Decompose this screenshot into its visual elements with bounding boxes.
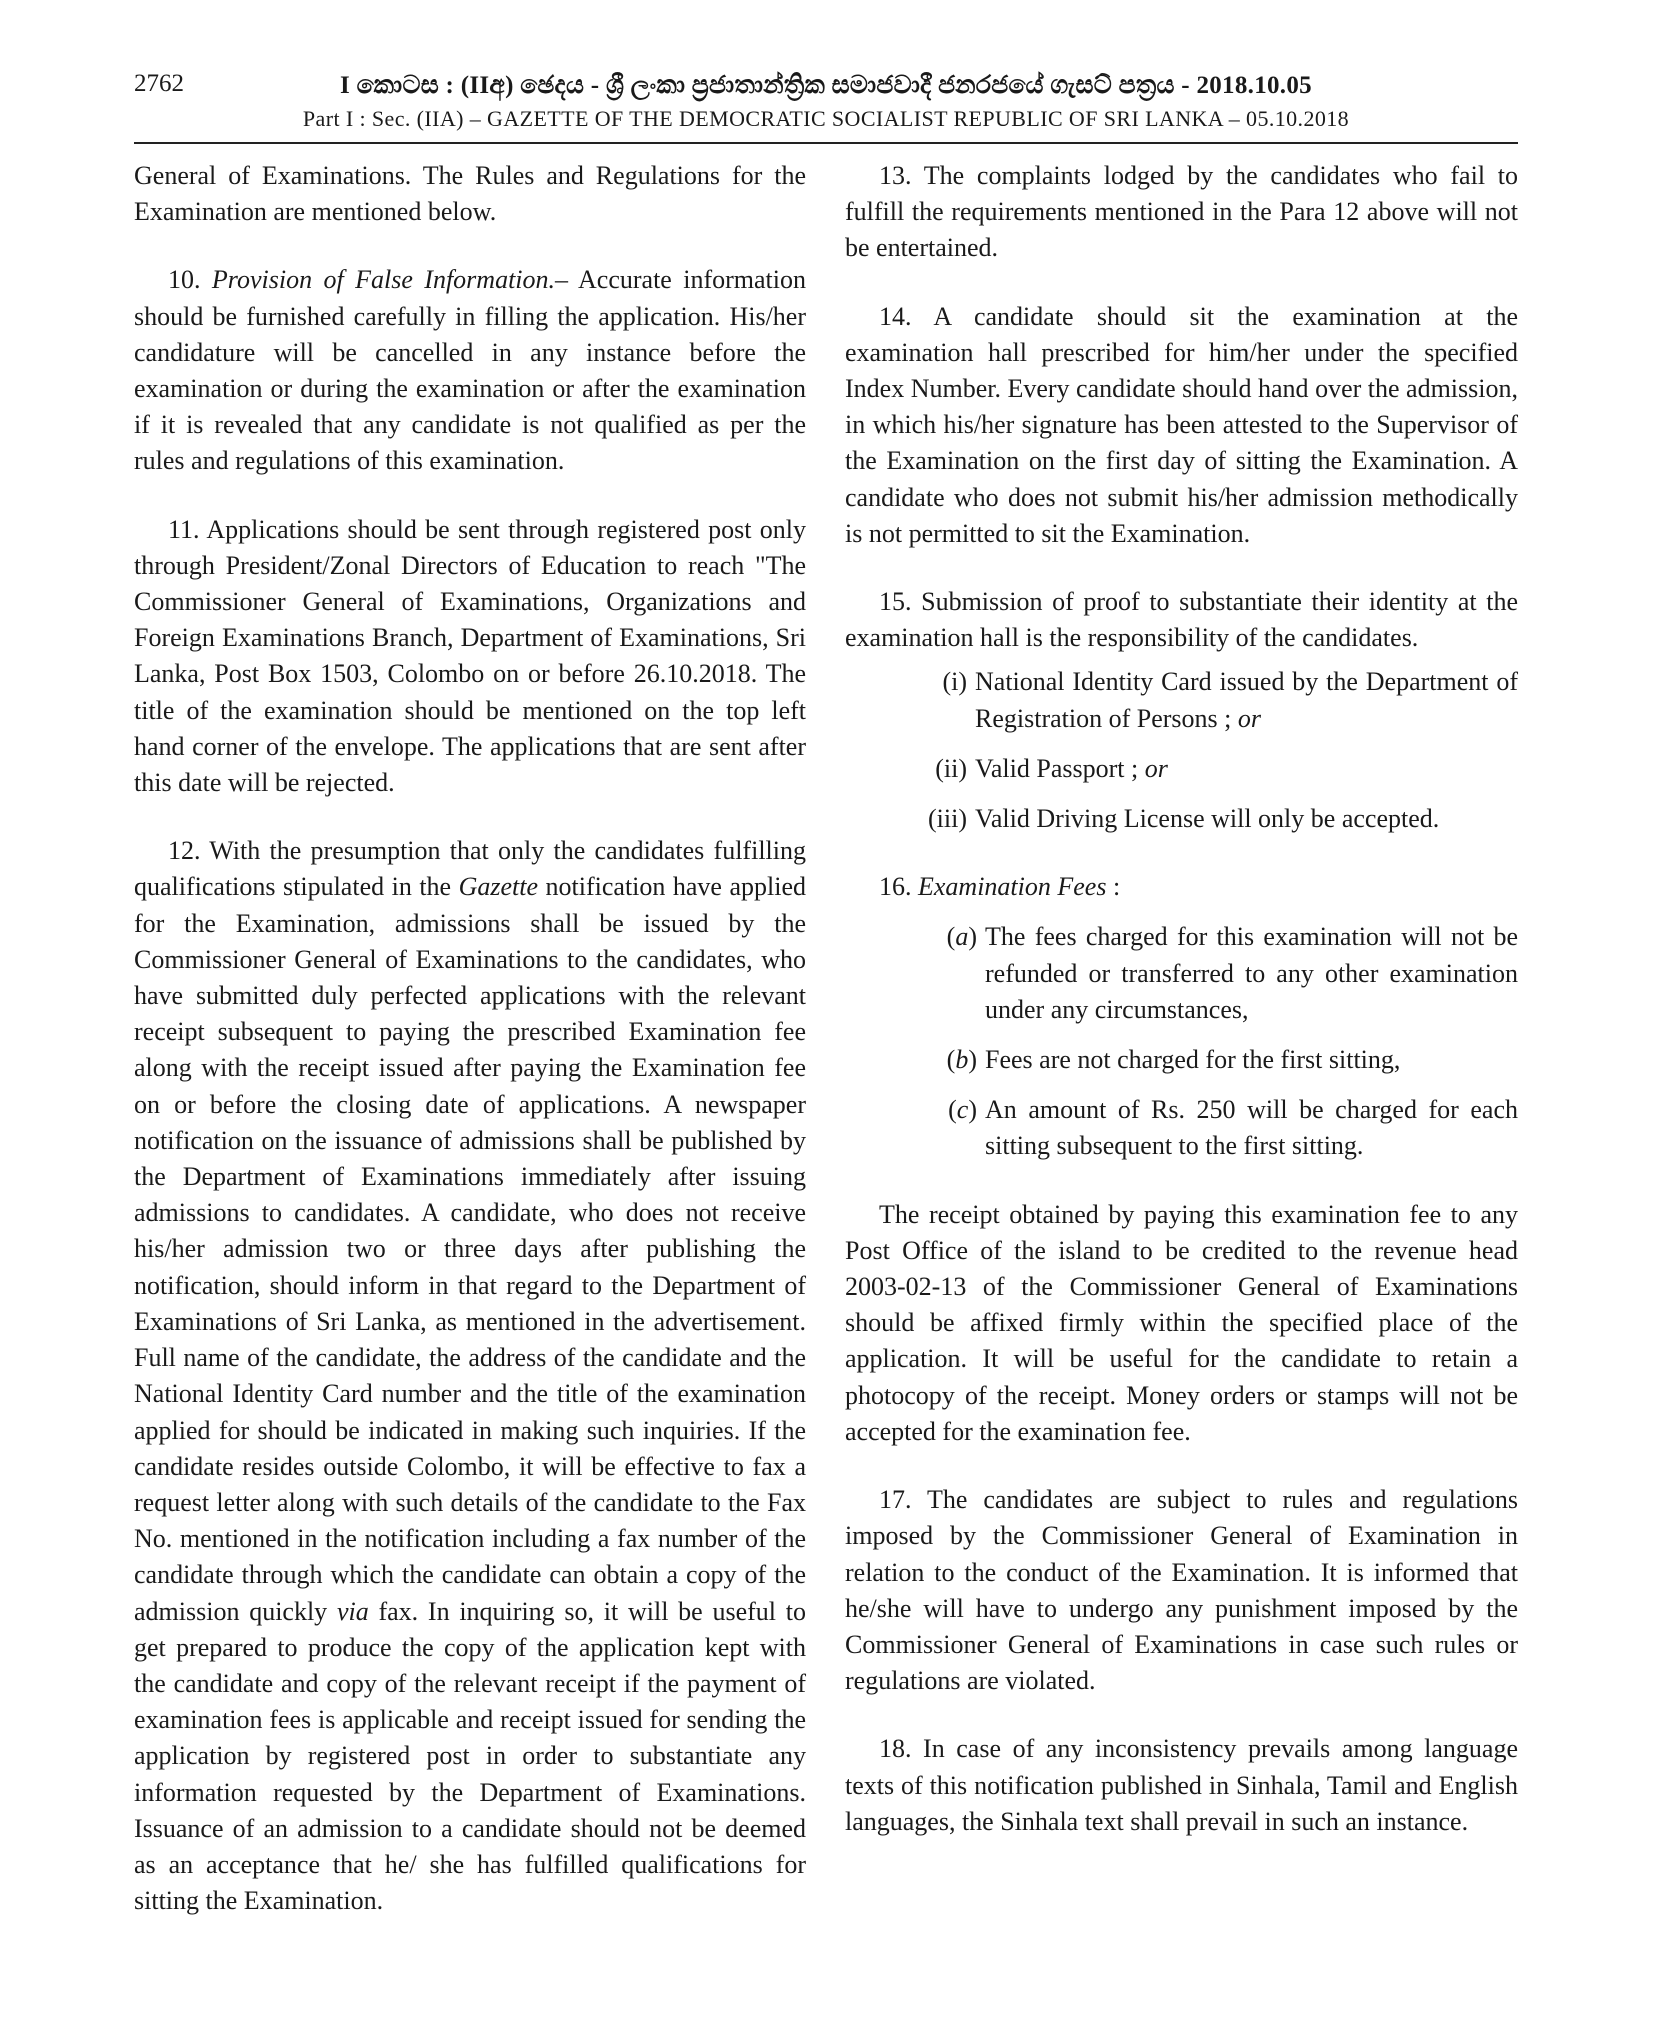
list-text: National Identity Card issued by the Department of Registration of Persons ; or: [975, 667, 1518, 733]
paragraph-15: 15. Submission of proof to substantiate their identity at the examination hall is the responsibility of the candidates.: [845, 587, 1518, 653]
paragraph-12-part-c: fax. In inquiring so, it will be useful to get prepared to produce the copy of the application kept with the candidate and copy of the relevant receipt if the payment of examination fees is applicable and receipt issued for sending the application by registered post in order to substantiate any information requested by the Department of Examinations. Issuance of an admission to a candidate should not be deemed as an acceptance that he/ she has fulfilled qualifications for sitting the Examination.: [134, 1596, 806, 1916]
examination-fees-title: Examination Fees: [918, 872, 1107, 902]
paragraph-12-part-b: notification have applied for the Examination, admissions shall be issued by the Commissioner General of Examinations to the candidates, who have submitted duly perfected applications with the relevant receipt subsequent to paying the prescribed Examination fee along with the receipt issued after paying the Examination fee on or before the closing date of applications. A newspaper notification on the issuance of admissions shall be published by the Department of Examinations immediately after issuing admissions to candidates. A candidate, who does not receive his/her admission two or three days after publishing the notification, should inform in that regard to the Department of Examinations of Sri Lanka, as mentioned in the advertisement. Full name of the candidate, the address of the candidate and the National Identity Card number and the title of the examination applied for should be indicated in making such inquiries. If the candidate resides outside Colombo, it will be effective to fax a request letter along with such details of the candidate to the Fax No. mentioned in the notification including a fax number of the candidate through which the candidate can obtain a copy of the admission quickly: [134, 872, 806, 1626]
paragraph-17: 17. The candidates are subject to rules and regulations imposed by the Commissioner General of Examination in relation to the conduct of the Examination. It is informed that he/she will have to undergo any punishment imposed by the Commissioner General of Examinations in case such rules or regulations are violated.: [845, 1485, 1518, 1696]
list-text: Fees are not charged for the first sitting,: [985, 1045, 1401, 1075]
page-number: 2762: [134, 70, 184, 97]
paragraph-10-title: Provision of False Information.–: [211, 265, 569, 295]
list-marker: (b): [946, 1045, 977, 1075]
right-column: [845, 158, 1518, 1872]
list-item: [845, 664, 1518, 736]
list-item: [845, 919, 1518, 1028]
list-marker: (i): [942, 667, 967, 697]
list-item: [845, 1092, 1518, 1164]
gazette-term: Gazette: [458, 872, 539, 902]
left-column: [134, 158, 806, 1951]
list-item: [845, 1042, 1518, 1078]
list-marker: (ii): [935, 753, 967, 783]
paragraph-14: 14. A candidate should sit the examination at the examination hall prescribed for him/her under the specified Index Number. Every candidate should hand over the admission, in which his/her signature has been attested to the Supervisor of the Examination on the first day of sitting the Examination. A candidate who does not submit his/her admission methodically is not permitted to sit the Examination.: [845, 301, 1518, 548]
paragraph-10-text: Accurate information should be furnished carefully in filling the application. His/her candidature will be cancelled in any instance before the examination or during the examination or after the examination if it is revealed that any candidate is not qualified as per the rules and regulations of this examination.: [134, 265, 806, 476]
list-text: Valid Driving License will only be accepted.: [975, 804, 1440, 834]
list-text: The fees charged for this examination will not be refunded or transferred to any other examination under any circumstances,: [985, 922, 1518, 1024]
paragraph-18: 18. In case of any inconsistency prevails among language texts of this notification published in Sinhala, Tamil and English languages, the Sinhala text shall prevail in such an instance.: [845, 1734, 1518, 1836]
paragraph-12: [134, 833, 806, 1919]
via-term: via: [336, 1596, 369, 1626]
list-marker: (iii): [928, 804, 967, 834]
identity-proof-list: [845, 664, 1518, 837]
list-marker: (a): [946, 922, 977, 952]
paragraph-11: 11. Applications should be sent through registered post only through President/Zonal Directors of Education to reach "The Commissioner General of Examinations, Organizations and Foreign Examinations Branch, Department of Examinations, Sri Lanka, Post Box 1503, Colombo on or before 26.10.2018. The title of the examination should be mentioned on the top left hand corner of the envelope. The applications that are sent after this date will be rejected.: [134, 514, 806, 798]
fees-list: [845, 919, 1518, 1164]
header-title-sinhala: I කොටස : (IIඅ) ඡෙදය - ශ්‍රී ලංකා ප්‍රජාතාන්ත්‍රික සමාජවාදී ජනරජයේ ගැසට් පත්‍රය - 2018.10.05: [340, 72, 1312, 99]
list-item: [845, 751, 1518, 787]
paragraph-16-heading: 16. Examination Fees :: [879, 872, 1121, 902]
paragraph-13: 13. The complaints lodged by the candidates who fail to fulfill the requirements mentioned in the Para 12 above will not be entertained.: [845, 161, 1518, 263]
paragraph-12-part-a: 12. With the presumption that only the candidates fulfilling qualifications stipulated in the: [134, 836, 806, 902]
header-rule: [134, 142, 1518, 144]
list-text: An amount of Rs. 250 will be charged for each sitting subsequent to the first sitting.: [985, 1095, 1518, 1161]
receipt-paragraph: The receipt obtained by paying this examination fee to any Post Office of the island to be credited to the revenue head 2003-02-13 of the Commissioner General of Examinations should be affixed firmly within the specified place of the application. It will be useful for the candidate to retain a photocopy of the receipt. Money orders or stamps will not be accepted for the examination fee.: [845, 1199, 1518, 1446]
list-item: [845, 801, 1518, 837]
paragraph-10-number: 10.: [168, 265, 201, 295]
paragraph-10: [134, 262, 806, 479]
header-title-english: Part I : Sec. (IIA) – GAZETTE OF THE DEMOCRATIC SOCIALIST REPUBLIC OF SRI LANKA – 05.10.2018: [302, 106, 1350, 131]
continuation-paragraph: General of Examinations. The Rules and Regulations for the Examination are mentioned below.: [134, 161, 806, 227]
list-marker: (c): [948, 1095, 977, 1125]
list-text: Valid Passport ; or: [975, 753, 1168, 783]
